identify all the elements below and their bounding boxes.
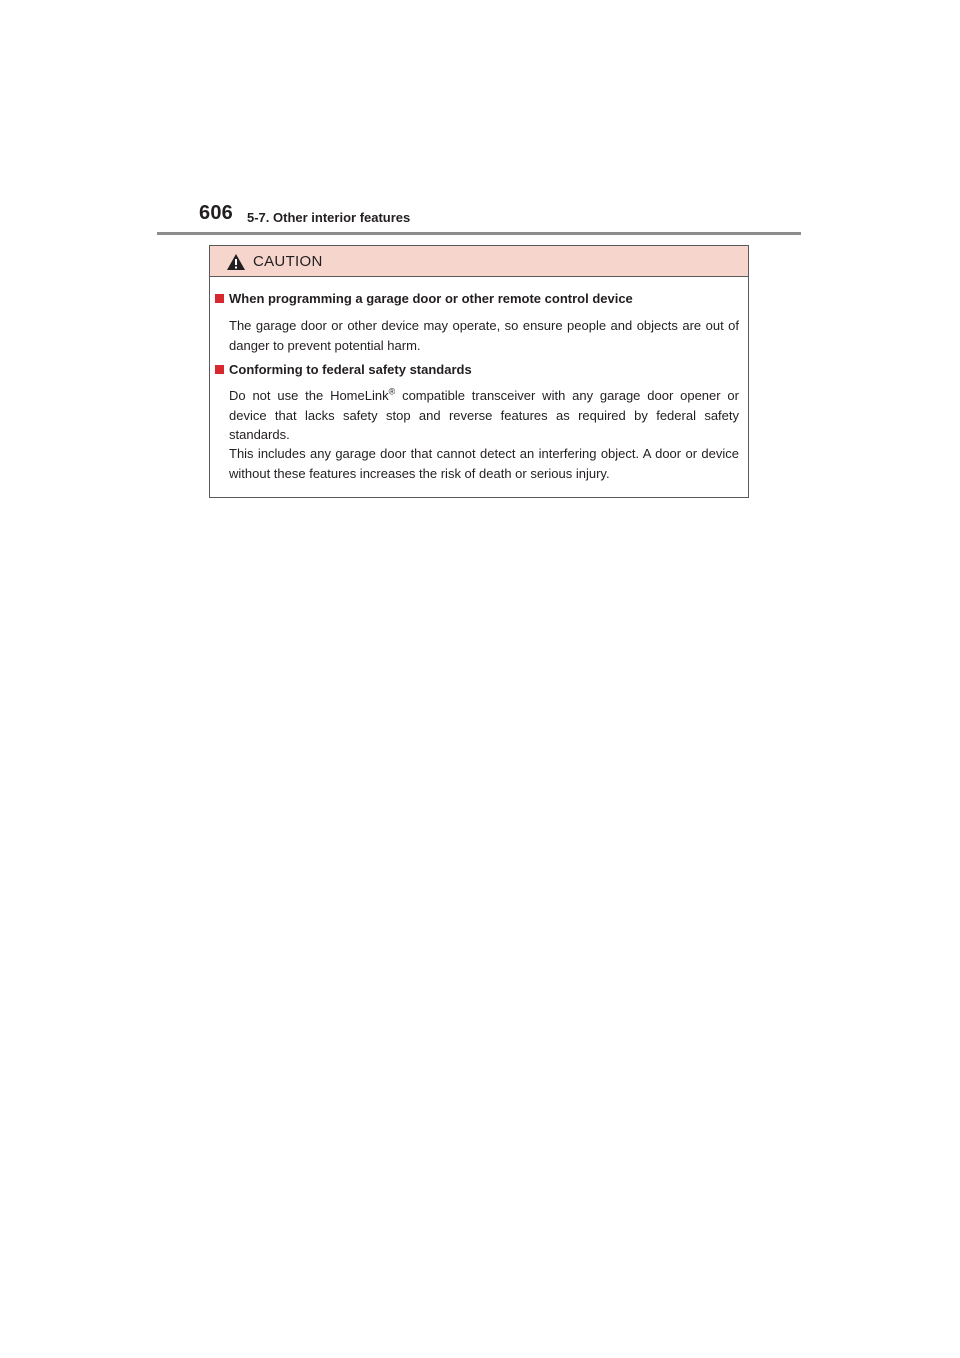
- item-text-2: This includes any garage door that cannot detect an interfering object. A door or device without these features increases the risk of death or serious injury.: [229, 446, 739, 481]
- item-text: Do not use the HomeLink® compatible transceiver with any garage door opener or device that lacks safety stop and reverse features as required by federal safety standards.: [229, 386, 739, 442]
- item-heading: Conforming to federal safety standards: [215, 362, 472, 377]
- bullet-square-icon: [215, 294, 224, 303]
- header-rule: [157, 232, 801, 235]
- bullet-square-icon: [215, 365, 224, 374]
- item-text: The garage door or other device may operate, so ensure people and objects are out of danger to prevent potential harm.: [229, 318, 739, 353]
- item-heading: When programming a garage door or other remote control device: [215, 291, 633, 306]
- page-number: 606: [199, 202, 233, 224]
- warning-triangle-icon: [226, 253, 246, 271]
- caution-header: [210, 246, 748, 277]
- caution-label: CAUTION: [253, 253, 323, 270]
- caution-box: [209, 245, 749, 498]
- registered-mark: ®: [388, 386, 396, 397]
- section-title: 5-7. Other interior features: [247, 210, 411, 225]
